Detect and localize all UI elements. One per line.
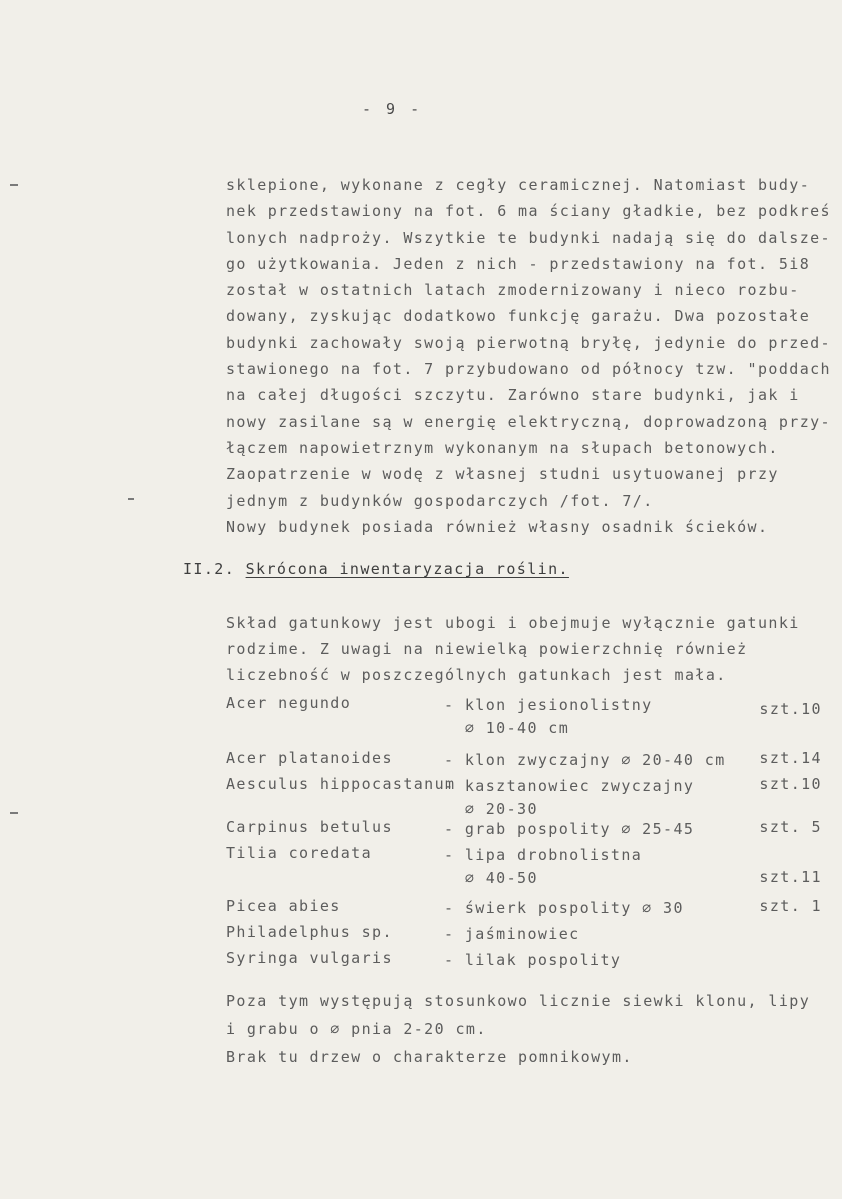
- section-heading: [183, 560, 569, 578]
- text-line: Poza tym występują stosunkowo licznie siewki klonu, lipy: [226, 992, 811, 1010]
- plant-latin-name: Aesculus hippocastanum: [226, 775, 456, 793]
- text-line: sklepione, wykonane z cegły ceramicznej. Natomiast budy-: [226, 176, 811, 194]
- plant-common-line: - świerk pospolity ∅ 30: [444, 899, 684, 917]
- plant-common-line: - jaśminowiec: [444, 925, 580, 943]
- paragraph-seedlings: [226, 987, 810, 1071]
- plant-latin-name: Acer platanoides: [226, 749, 393, 767]
- plant-common-line: - klon zwyczajny ∅ 20-40 cm: [444, 751, 726, 769]
- text-line: rodzime. Z uwagi na niewielką powierzchnię również: [226, 640, 748, 658]
- text-line: jednym z budynków gospodarczych /fot. 7/.: [226, 491, 654, 510]
- plant-quantity: szt.14: [759, 749, 822, 767]
- plant-latin-name: Philadelphus sp.: [226, 923, 393, 941]
- text-line: dowany, zyskując dodatkowo funkcję garażu. Dwa pozostałe: [226, 307, 811, 326]
- plant-latin-name: Carpinus betulus: [226, 818, 393, 836]
- plant-common-name: [444, 923, 580, 946]
- plant-quantity: szt. 1: [759, 897, 822, 915]
- plant-common-name: [444, 897, 684, 920]
- plant-common-name: [444, 694, 653, 740]
- plant-latin-name: Acer negundo: [226, 694, 352, 712]
- plant-diameter-line: ∅ 40-50: [444, 869, 538, 887]
- paragraph-species-intro: [226, 610, 800, 688]
- page-number: - 9 -: [362, 100, 423, 118]
- text-line: łączem napowietrznym wykonanym na słupach betonowych.: [226, 438, 779, 457]
- plant-common-name: [444, 775, 694, 821]
- margin-mark: [128, 498, 134, 500]
- text-line: Zaopatrzenie w wodę z własnej studni usytuowanej przy: [226, 465, 779, 484]
- plant-common-name: [444, 818, 694, 841]
- text-line: stawionego na fot. 7 przybudowano od północy tzw. "poddach: [226, 360, 831, 379]
- plant-quantity: szt.11: [759, 868, 822, 886]
- plant-common-line: - klon jesionolistny: [444, 696, 653, 714]
- plant-latin-name: Syringa vulgaris: [226, 949, 393, 967]
- plant-latin-name: Tilia coredata: [226, 844, 373, 862]
- margin-mark: [10, 184, 18, 186]
- text-line: Brak tu drzew o charakterze pomnikowym.: [226, 1048, 633, 1066]
- plant-quantity: szt. 5: [759, 818, 822, 836]
- text-line: na całej długości szczytu. Zarówno stare budynki, jak i: [226, 386, 800, 405]
- section-title: Skrócona inwentaryzacja roślin.: [245, 560, 569, 578]
- text-line: budynki zachowały swoją pierwotną bryłę, jedynie do przed-: [226, 333, 831, 352]
- plant-latin-name: Picea abies: [226, 897, 341, 915]
- text-line: go użytkowania. Jeden z nich - przedstawiony na fot. 5i8: [226, 254, 811, 273]
- text-line: Nowy budynek posiada również własny osadnik ścieków.: [226, 517, 769, 536]
- text-line: nowy zasilane są w energię elektryczną, doprowadzoną przy-: [226, 412, 831, 431]
- section-number: II.2.: [183, 560, 236, 578]
- text-line: liczebność w poszczególnych gatunkach jest mała.: [226, 666, 727, 684]
- paragraph-buildings: [226, 172, 842, 540]
- margin-mark: [10, 812, 18, 814]
- plant-common-line: - grab pospolity ∅ 25-45: [444, 820, 695, 838]
- plant-common-line: - kasztanowiec zwyczajny: [444, 777, 695, 795]
- text-line: nek przedstawiony na fot. 6 ma ściany gładkie, bez podkreś: [226, 202, 831, 221]
- plant-common-line: - lipa drobnolistna: [444, 846, 643, 864]
- text-line: lonych nadproży. Wszytkie te budynki nadają się do dalsze-: [226, 228, 831, 247]
- plant-diameter-line: ∅ 10-40 cm: [444, 719, 570, 737]
- plant-common-name: [444, 949, 621, 972]
- text-line: Skład gatunkowy jest ubogi i obejmuje wyłącznie gatunki: [226, 614, 800, 632]
- plant-quantity: szt.10: [759, 775, 822, 793]
- plant-common-line: - lilak pospolity: [444, 951, 622, 969]
- plant-diameter-line: ∅ 20-30: [444, 800, 538, 818]
- plant-common-name: [444, 749, 726, 772]
- text-line: został w ostatnich latach zmodernizowany i nieco rozbu-: [226, 281, 800, 300]
- text-line: i grabu o ∅ pnia 2-20 cm.: [226, 1020, 487, 1038]
- plant-quantity: szt.10: [759, 700, 822, 718]
- plant-common-name: [444, 844, 642, 890]
